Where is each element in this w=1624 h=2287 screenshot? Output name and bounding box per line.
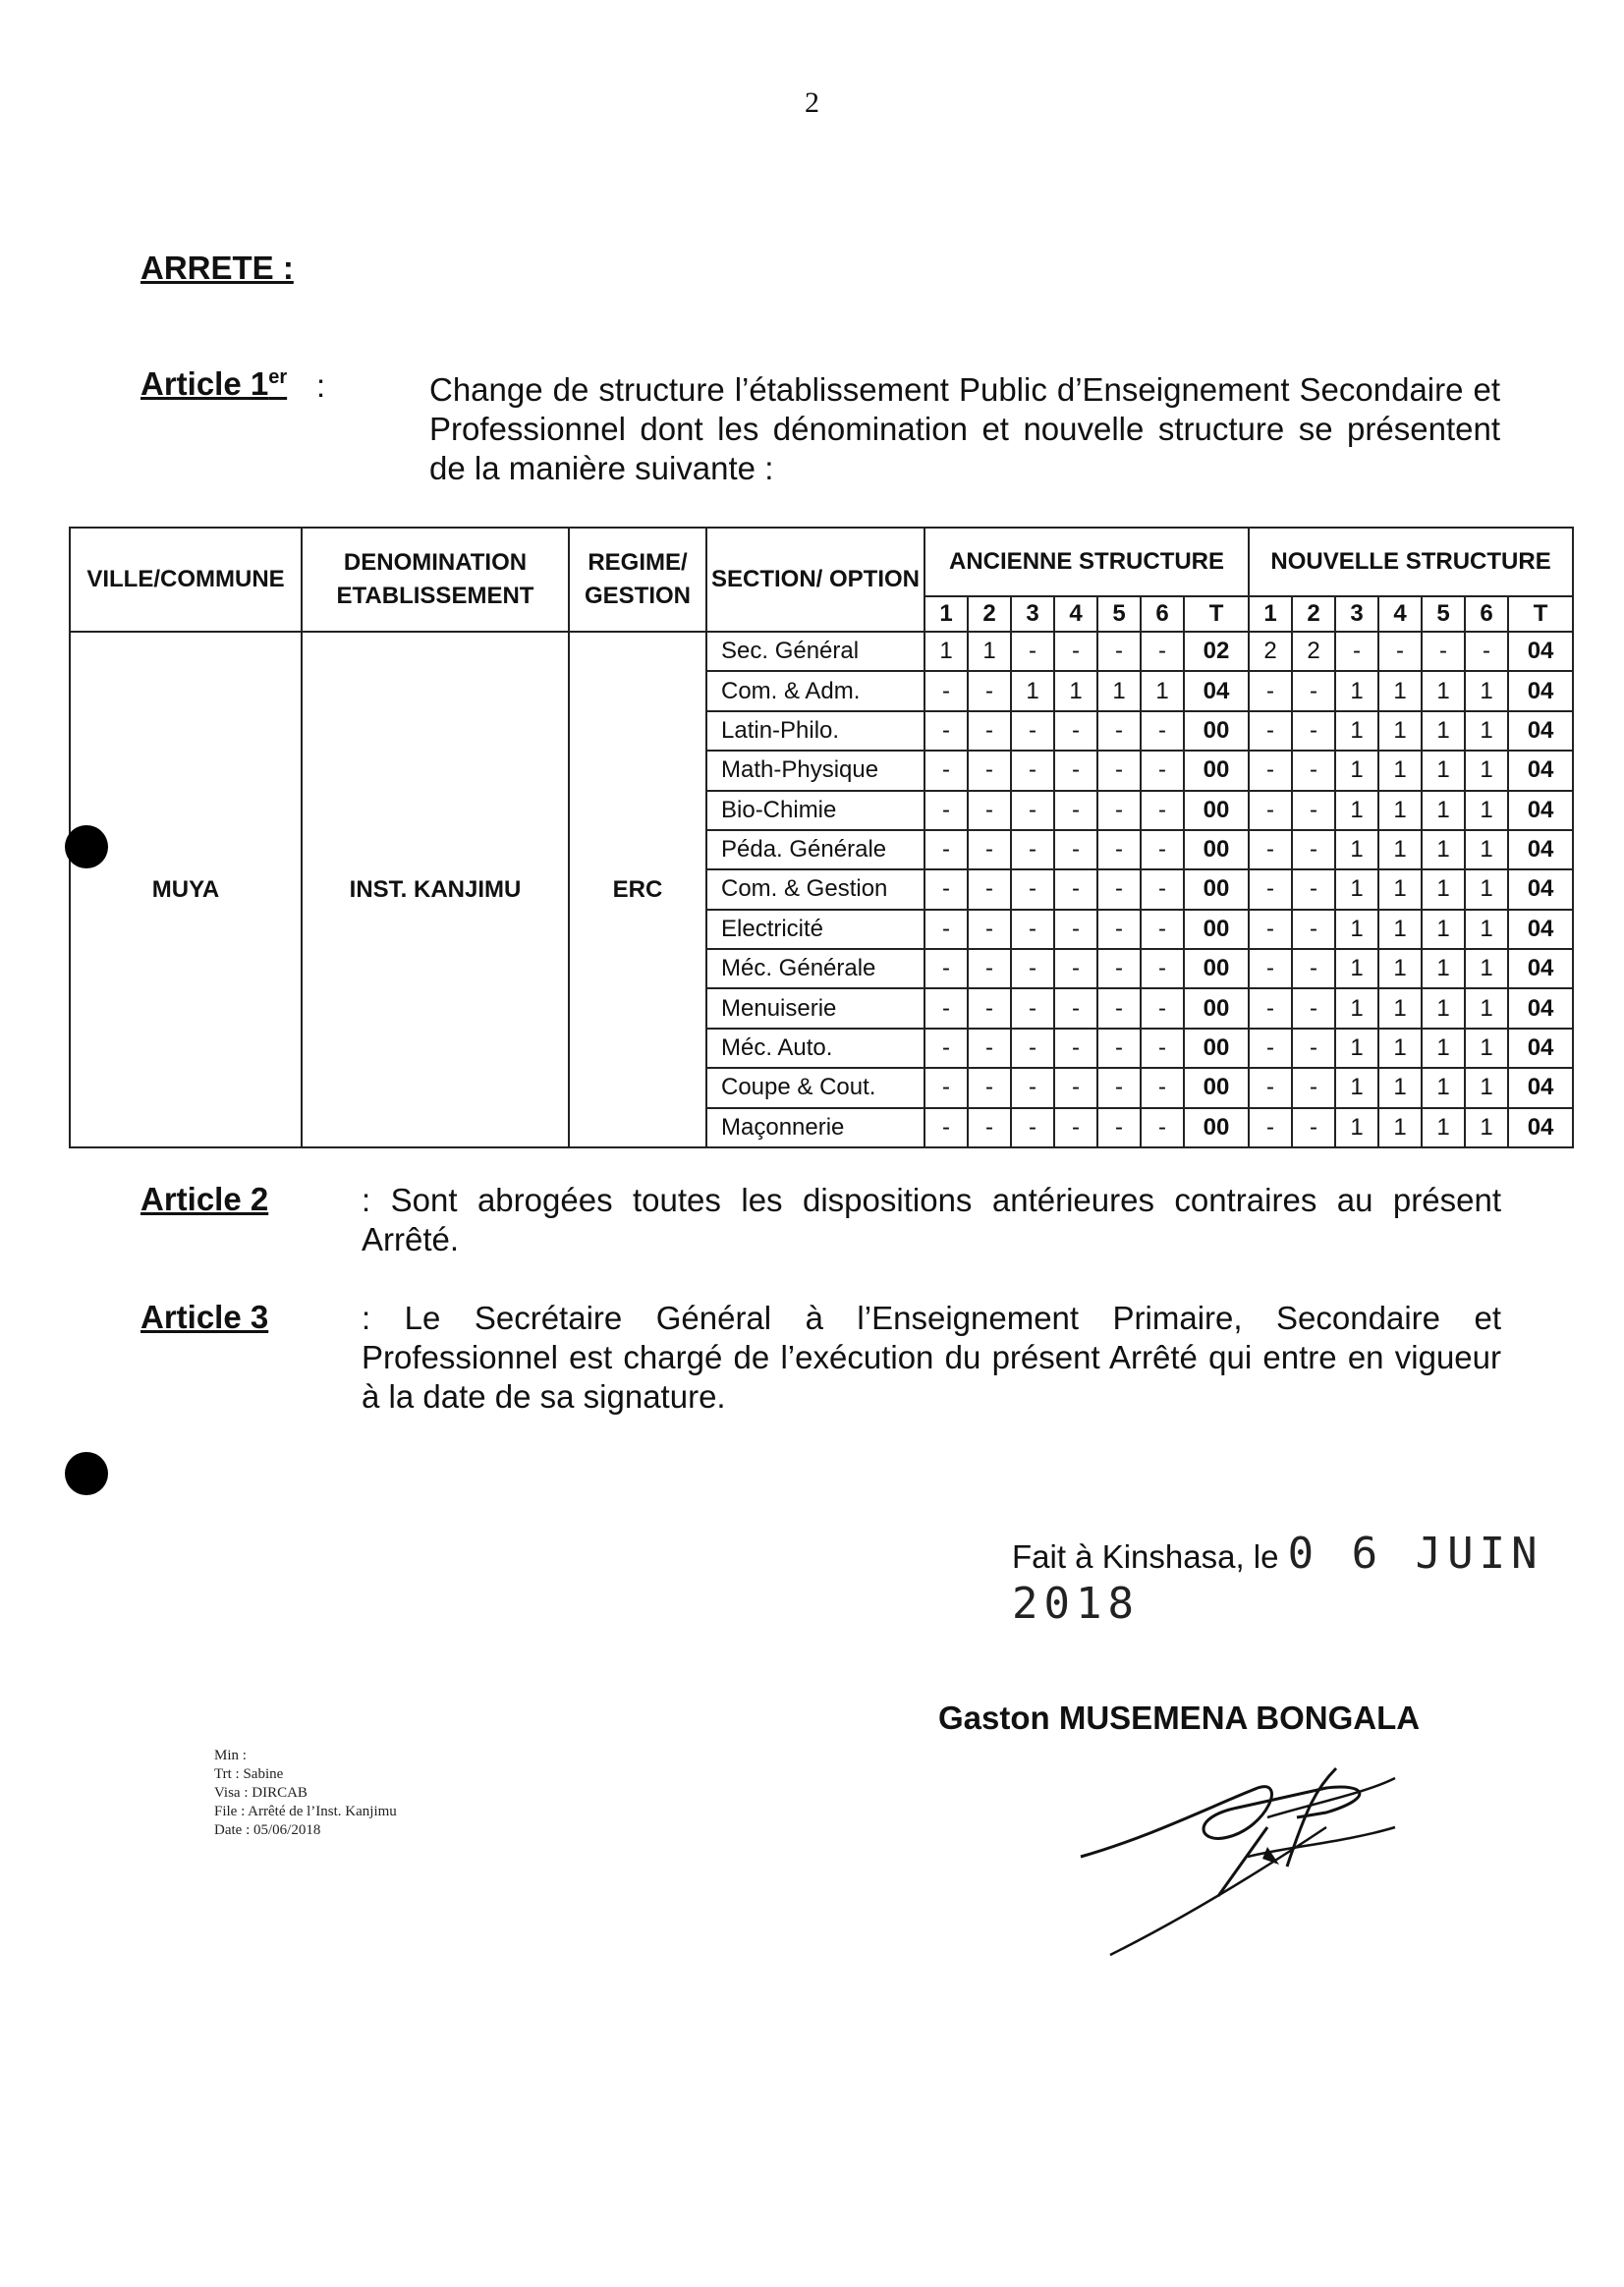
fait-a-text: Fait à Kinshasa, le [1012, 1538, 1279, 1575]
nouvelle-value-cell: 04 [1508, 632, 1573, 671]
nouvelle-value-cell: 1 [1422, 791, 1465, 830]
nouvelle-value-cell: 1 [1378, 1108, 1422, 1148]
binder-hole-dot [65, 1452, 108, 1495]
header-regime: REGIME/ GESTION [569, 528, 706, 632]
ancienne-value-cell: - [1141, 1029, 1184, 1068]
nouvelle-value-cell: 1 [1335, 1108, 1378, 1148]
nouvelle-value-cell: 2 [1249, 632, 1292, 671]
nouvelle-value-cell: 04 [1508, 830, 1573, 869]
nouvelle-value-cell: - [1292, 988, 1335, 1028]
fait-a-line [1012, 1529, 1624, 1629]
ancienne-value-cell: - [924, 751, 968, 790]
ancienne-value-cell: - [924, 791, 968, 830]
nouvelle-value-cell: - [1292, 751, 1335, 790]
nouvelle-value-cell: - [1335, 632, 1378, 671]
article-1-colon: : [316, 367, 326, 404]
nouvelle-value-cell: 1 [1465, 711, 1508, 751]
ancienne-value-cell: - [1141, 751, 1184, 790]
ancienne-value-cell: - [1097, 1108, 1141, 1148]
nouvelle-value-cell: 04 [1508, 671, 1573, 710]
ancienne-value-cell: 1 [924, 632, 968, 671]
ancienne-value-cell: - [1097, 869, 1141, 909]
ancienne-value-cell: - [968, 910, 1011, 949]
ancienne-value-cell: - [1011, 910, 1054, 949]
footnote-line: Trt : Sabine [214, 1766, 284, 1782]
ancienne-value-cell: - [1141, 1108, 1184, 1148]
nouvelle-value-cell: 1 [1335, 671, 1378, 710]
nouvelle-value-cell: 1 [1378, 910, 1422, 949]
ancienne-value-cell: - [1097, 751, 1141, 790]
nouvelle-value-cell: 1 [1422, 1068, 1465, 1107]
structure-table [69, 527, 1574, 1148]
ancienne-value-cell: - [1141, 949, 1184, 988]
nouvelle-value-cell: 1 [1422, 711, 1465, 751]
col-header-ancienne-6: 6 [1141, 596, 1184, 632]
handwritten-signature [1071, 1749, 1444, 1965]
ancienne-value-cell: - [1097, 949, 1141, 988]
nouvelle-value-cell: 1 [1422, 949, 1465, 988]
ancienne-value-cell: - [1097, 1068, 1141, 1107]
nouvelle-value-cell: 04 [1508, 791, 1573, 830]
nouvelle-value-cell: 1 [1465, 910, 1508, 949]
ancienne-value-cell: - [968, 791, 1011, 830]
ancienne-value-cell: - [924, 711, 968, 751]
section-cell: Sec. Général [706, 632, 924, 671]
ancienne-value-cell: 00 [1184, 751, 1249, 790]
nouvelle-value-cell: 1 [1465, 791, 1508, 830]
nouvelle-value-cell: - [1292, 1108, 1335, 1148]
nouvelle-value-cell: 1 [1378, 711, 1422, 751]
article-1-text: Change de structure l’établissement Public d’Enseignement Secondaire et Professionnel dont les dénomination et nouvelle structure se présentent de la manière suivante : [429, 371, 1500, 486]
ancienne-value-cell: - [924, 1108, 968, 1148]
footnote-line: Min : [214, 1748, 247, 1763]
ancienne-value-cell: - [1054, 711, 1097, 751]
section-cell: Electricité [706, 910, 924, 949]
ancienne-value-cell: 1 [1011, 671, 1054, 710]
section-cell: Méc. Générale [706, 949, 924, 988]
ancienne-value-cell: 00 [1184, 949, 1249, 988]
nouvelle-value-cell: - [1378, 632, 1422, 671]
nouvelle-value-cell: 1 [1465, 949, 1508, 988]
ancienne-value-cell: - [968, 1108, 1011, 1148]
section-cell: Latin-Philo. [706, 711, 924, 751]
nouvelle-value-cell: 1 [1422, 1029, 1465, 1068]
ancienne-value-cell: - [1011, 988, 1054, 1028]
ancienne-value-cell: - [968, 988, 1011, 1028]
ancienne-value-cell: - [1141, 988, 1184, 1028]
nouvelle-value-cell: 1 [1335, 1029, 1378, 1068]
ancienne-value-cell: - [968, 1029, 1011, 1068]
ancienne-value-cell: - [1141, 869, 1184, 909]
denomination-cell: INST. KANJIMU [302, 632, 569, 1147]
ancienne-value-cell: - [1011, 949, 1054, 988]
section-cell: Math-Physique [706, 751, 924, 790]
nouvelle-value-cell: 1 [1335, 751, 1378, 790]
regime-cell: ERC [569, 632, 706, 1147]
nouvelle-value-cell: 04 [1508, 949, 1573, 988]
ancienne-value-cell: - [1011, 791, 1054, 830]
ancienne-value-cell: - [1097, 910, 1141, 949]
col-header-ancienne-2: 2 [968, 596, 1011, 632]
ancienne-value-cell: - [968, 869, 1011, 909]
ancienne-value-cell: - [1097, 830, 1141, 869]
nouvelle-value-cell: 1 [1335, 988, 1378, 1028]
col-header-ancienne-5: 5 [1097, 596, 1141, 632]
ville-cell: MUYA [70, 632, 302, 1147]
header-ancienne-structure: ANCIENNE STRUCTURE [924, 528, 1249, 596]
ancienne-value-cell: - [924, 671, 968, 710]
ancienne-value-cell: - [968, 1068, 1011, 1107]
col-header-nouvelle-3: 3 [1335, 596, 1378, 632]
ancienne-value-cell: - [924, 949, 968, 988]
nouvelle-value-cell: 1 [1465, 751, 1508, 790]
nouvelle-value-cell: 1 [1422, 988, 1465, 1028]
nouvelle-value-cell: 1 [1335, 910, 1378, 949]
ancienne-value-cell: - [1097, 1029, 1141, 1068]
nouvelle-value-cell: - [1292, 791, 1335, 830]
nouvelle-value-cell: 1 [1422, 1108, 1465, 1148]
nouvelle-value-cell: - [1249, 830, 1292, 869]
ancienne-value-cell: - [1011, 830, 1054, 869]
article-2-label: Article 2 [140, 1181, 269, 1217]
nouvelle-value-cell: 1 [1378, 869, 1422, 909]
nouvelle-value-cell: 1 [1465, 671, 1508, 710]
ancienne-value-cell: - [1141, 791, 1184, 830]
nouvelle-value-cell: 1 [1422, 751, 1465, 790]
ancienne-value-cell: 00 [1184, 1029, 1249, 1068]
ancienne-value-cell: 1 [968, 632, 1011, 671]
section-cell: Méc. Auto. [706, 1029, 924, 1068]
ancienne-value-cell: - [1011, 1068, 1054, 1107]
nouvelle-value-cell: - [1292, 910, 1335, 949]
nouvelle-value-cell: 1 [1335, 711, 1378, 751]
ancienne-value-cell: - [968, 751, 1011, 790]
nouvelle-value-cell: - [1249, 910, 1292, 949]
col-header-nouvelle-1: 1 [1249, 596, 1292, 632]
ancienne-value-cell: - [1141, 830, 1184, 869]
nouvelle-value-cell: 1 [1378, 830, 1422, 869]
arrete-heading: ARRETE : [140, 250, 294, 286]
nouvelle-value-cell: 1 [1465, 988, 1508, 1028]
nouvelle-value-cell: 1 [1378, 751, 1422, 790]
ancienne-value-cell: 00 [1184, 830, 1249, 869]
nouvelle-value-cell: - [1249, 1068, 1292, 1107]
col-header-nouvelle-5: 5 [1422, 596, 1465, 632]
col-header-ancienne-1: 1 [924, 596, 968, 632]
col-header-ancienne-4: 4 [1054, 596, 1097, 632]
ancienne-value-cell: - [1054, 751, 1097, 790]
ancienne-value-cell: - [1054, 1108, 1097, 1148]
nouvelle-value-cell: 1 [1335, 949, 1378, 988]
ancienne-value-cell: - [1054, 949, 1097, 988]
nouvelle-value-cell: - [1249, 751, 1292, 790]
nouvelle-value-cell: - [1292, 671, 1335, 710]
nouvelle-value-cell: 1 [1465, 1029, 1508, 1068]
nouvelle-value-cell: - [1292, 711, 1335, 751]
ancienne-value-cell: - [1097, 988, 1141, 1028]
nouvelle-value-cell: 1 [1422, 830, 1465, 869]
article-1-label-sup: er [268, 366, 288, 388]
ancienne-value-cell: - [924, 1029, 968, 1068]
ancienne-value-cell: - [1097, 711, 1141, 751]
footnote-line: File : Arrêté de l’Inst. Kanjimu [214, 1804, 397, 1819]
ancienne-value-cell: - [924, 988, 968, 1028]
nouvelle-value-cell: 1 [1378, 949, 1422, 988]
nouvelle-value-cell: 04 [1508, 869, 1573, 909]
nouvelle-value-cell: 1 [1422, 671, 1465, 710]
ancienne-value-cell: - [1141, 632, 1184, 671]
ancienne-value-cell: 00 [1184, 988, 1249, 1028]
ancienne-value-cell: - [1054, 791, 1097, 830]
nouvelle-value-cell: - [1292, 869, 1335, 909]
ancienne-value-cell: - [1141, 910, 1184, 949]
ancienne-value-cell: 1 [1054, 671, 1097, 710]
nouvelle-value-cell: 04 [1508, 988, 1573, 1028]
ancienne-value-cell: - [924, 869, 968, 909]
article-1-label-text: Article 1 [140, 365, 269, 402]
ancienne-value-cell: 1 [1141, 671, 1184, 710]
nouvelle-value-cell: - [1249, 711, 1292, 751]
ancienne-value-cell: - [1054, 869, 1097, 909]
ancienne-value-cell: 00 [1184, 1108, 1249, 1148]
col-header-nouvelle-4: 4 [1378, 596, 1422, 632]
nouvelle-value-cell: 04 [1508, 1029, 1573, 1068]
table-row [70, 632, 1573, 671]
nouvelle-value-cell: 1 [1378, 1029, 1422, 1068]
nouvelle-value-cell: - [1292, 830, 1335, 869]
nouvelle-value-cell: - [1249, 988, 1292, 1028]
ancienne-value-cell: - [1054, 632, 1097, 671]
section-cell: Maçonnerie [706, 1108, 924, 1148]
ancienne-value-cell: 00 [1184, 910, 1249, 949]
section-cell: Com. & Gestion [706, 869, 924, 909]
nouvelle-value-cell: - [1249, 671, 1292, 710]
nouvelle-value-cell: - [1249, 791, 1292, 830]
nouvelle-value-cell: 1 [1465, 869, 1508, 909]
ancienne-value-cell: - [924, 830, 968, 869]
nouvelle-value-cell: 1 [1465, 830, 1508, 869]
nouvelle-value-cell: - [1292, 949, 1335, 988]
ancienne-value-cell: - [1011, 711, 1054, 751]
section-cell: Com. & Adm. [706, 671, 924, 710]
ancienne-value-cell: - [968, 830, 1011, 869]
nouvelle-value-cell: 04 [1508, 711, 1573, 751]
nouvelle-value-cell: 1 [1422, 869, 1465, 909]
col-header-ancienne-3: 3 [1011, 596, 1054, 632]
ancienne-value-cell: - [1054, 830, 1097, 869]
ancienne-value-cell: - [1054, 1029, 1097, 1068]
nouvelle-value-cell: 1 [1378, 791, 1422, 830]
ancienne-value-cell: 00 [1184, 1068, 1249, 1107]
nouvelle-value-cell: 04 [1508, 1068, 1573, 1107]
nouvelle-value-cell: 1 [1378, 988, 1422, 1028]
nouvelle-value-cell: - [1249, 1029, 1292, 1068]
ancienne-value-cell: - [1054, 988, 1097, 1028]
section-cell: Coupe & Cout. [706, 1068, 924, 1107]
ancienne-value-cell: - [1054, 1068, 1097, 1107]
nouvelle-value-cell: 04 [1508, 910, 1573, 949]
nouvelle-value-cell: 1 [1378, 1068, 1422, 1107]
ancienne-value-cell: - [1054, 910, 1097, 949]
ancienne-value-cell: 02 [1184, 632, 1249, 671]
signer-name: Gaston MUSEMENA BONGALA [938, 1700, 1421, 1736]
col-header-nouvelle-T: T [1508, 596, 1573, 632]
stamp-date: 0 6 JUIN 2018 [1012, 1529, 1543, 1629]
nouvelle-value-cell: 1 [1335, 830, 1378, 869]
ancienne-value-cell: 00 [1184, 791, 1249, 830]
article-3-label: Article 3 [140, 1299, 269, 1335]
nouvelle-value-cell: 1 [1378, 671, 1422, 710]
nouvelle-value-cell: - [1292, 1029, 1335, 1068]
page-number: 2 [805, 86, 819, 119]
nouvelle-value-cell: - [1292, 1068, 1335, 1107]
article-2-text: : Sont abrogées toutes les dispositions antérieures contraires au présent Arrêté. [362, 1182, 1501, 1257]
reference-footnote [214, 1747, 397, 1840]
header-ville: VILLE/COMMUNE [70, 528, 302, 632]
col-header-ancienne-T: T [1184, 596, 1249, 632]
nouvelle-value-cell: 1 [1335, 869, 1378, 909]
ancienne-value-cell: - [1097, 632, 1141, 671]
nouvelle-value-cell: - [1249, 1108, 1292, 1148]
article-3-text: : Le Secrétaire Général à l’Enseignement Primaire, Secondaire et Professionnel est chargé de l’exécution du présent Arrêté qui entre en vigueur à la date de sa signature. [362, 1300, 1501, 1415]
nouvelle-value-cell: 1 [1465, 1108, 1508, 1148]
footnote-line: Visa : DIRCAB [214, 1785, 308, 1801]
nouvelle-value-cell: 1 [1422, 910, 1465, 949]
nouvelle-value-cell: - [1249, 869, 1292, 909]
ancienne-value-cell: 00 [1184, 711, 1249, 751]
col-header-nouvelle-6: 6 [1465, 596, 1508, 632]
nouvelle-value-cell: - [1422, 632, 1465, 671]
ancienne-value-cell: - [1141, 1068, 1184, 1107]
nouvelle-value-cell: 2 [1292, 632, 1335, 671]
binder-hole-dot [65, 825, 108, 868]
nouvelle-value-cell: 04 [1508, 751, 1573, 790]
table-body [70, 632, 1573, 1147]
nouvelle-value-cell: 04 [1508, 1108, 1573, 1148]
ancienne-value-cell: - [1011, 1108, 1054, 1148]
ancienne-value-cell: - [968, 671, 1011, 710]
ancienne-value-cell: - [924, 910, 968, 949]
ancienne-value-cell: - [1011, 751, 1054, 790]
ancienne-value-cell: - [968, 711, 1011, 751]
section-cell: Bio-Chimie [706, 791, 924, 830]
article-1-label [140, 365, 287, 403]
ancienne-value-cell: 00 [1184, 869, 1249, 909]
ancienne-value-cell: - [1011, 869, 1054, 909]
ancienne-value-cell: - [1011, 1029, 1054, 1068]
header-nouvelle-structure: NOUVELLE STRUCTURE [1249, 528, 1573, 596]
ancienne-value-cell: - [924, 1068, 968, 1107]
section-cell: Péda. Générale [706, 830, 924, 869]
nouvelle-value-cell: - [1465, 632, 1508, 671]
header-section: SECTION/ OPTION [706, 528, 924, 632]
footnote-line: Date : 05/06/2018 [214, 1822, 321, 1838]
nouvelle-value-cell: 1 [1335, 1068, 1378, 1107]
ancienne-value-cell: - [1097, 791, 1141, 830]
section-cell: Menuiserie [706, 988, 924, 1028]
ancienne-value-cell: - [1141, 711, 1184, 751]
nouvelle-value-cell: - [1249, 949, 1292, 988]
ancienne-value-cell: 1 [1097, 671, 1141, 710]
header-denomination: DENOMINATION ETABLISSEMENT [302, 528, 569, 632]
ancienne-value-cell: 04 [1184, 671, 1249, 710]
col-header-nouvelle-2: 2 [1292, 596, 1335, 632]
ancienne-value-cell: - [1011, 632, 1054, 671]
nouvelle-value-cell: 1 [1465, 1068, 1508, 1107]
ancienne-value-cell: - [968, 949, 1011, 988]
nouvelle-value-cell: 1 [1335, 791, 1378, 830]
